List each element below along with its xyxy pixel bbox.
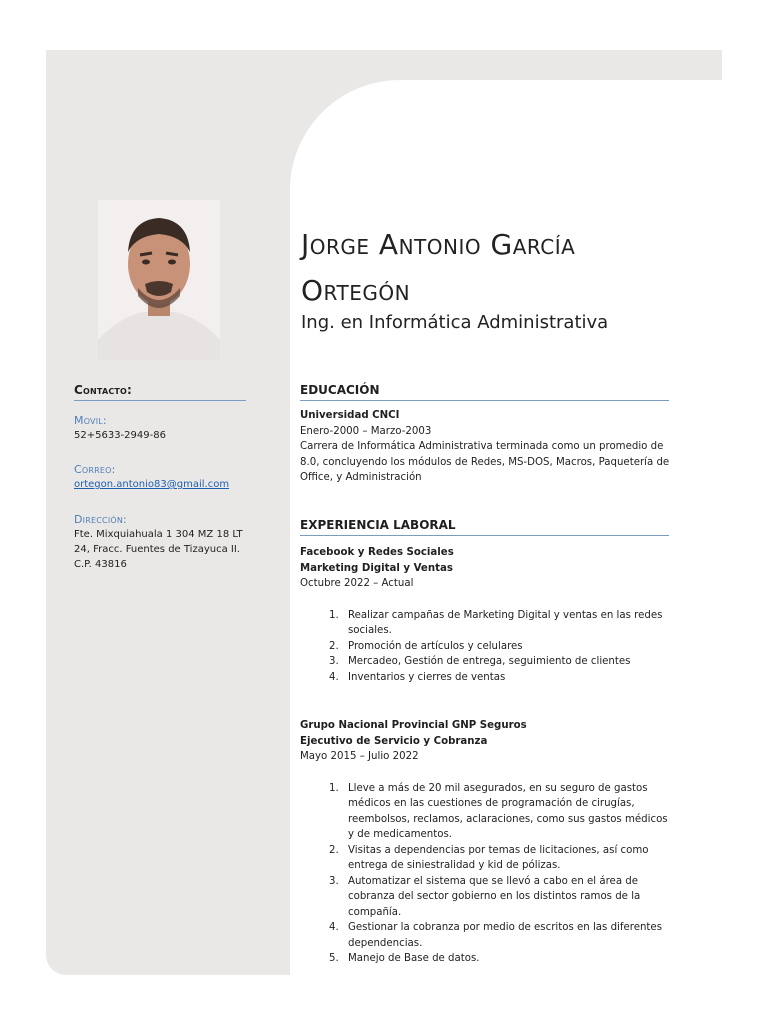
list-item: 1. Lleve a más de 20 mil asegurados, en su seguro de gastos médicos en las cuestiones de programación de cirugías, reembolsos, reclamos, aclaraciones, como sus gastos médicos y de medicamentos.	[342, 781, 670, 843]
mobile-number: 52+5633-2949-86	[74, 430, 166, 441]
school-description: Carrera de Informática Administrativa terminada como un promedio de 8.0, concluyendo los módulos de Redes, MS-DOS, Macros, Paquetería de Office, y Administración	[300, 441, 670, 483]
name-line-1: Jorge Antonio García	[301, 228, 576, 261]
address-label: Dirección:	[74, 513, 127, 526]
job-company: Grupo Nacional Provincial GNP Seguros	[300, 720, 527, 731]
job-title: Ing. en Informática Administrativa	[301, 312, 609, 333]
email-label: Correo:	[74, 463, 116, 476]
education-heading: EDUCACIÓN	[300, 383, 669, 401]
list-item: 2. Promoción de artículos y celulares	[342, 639, 670, 655]
list-item: 3. Automatizar el sistema que se llevó a cabo en el área de cobranza del sector gobierno en los distintos ramos de la compañía.	[342, 874, 670, 921]
job-dates: Octubre 2022 – Actual	[300, 578, 414, 589]
profile-photo	[98, 200, 220, 360]
school-dates: Enero-2000 – Marzo-2003	[300, 425, 432, 437]
list-item: 5. Manejo de Base de datos.	[342, 951, 670, 967]
job-duties-list	[300, 781, 670, 967]
mobile-label: Movil:	[74, 414, 107, 427]
experience-heading: EXPERIENCIA LABORAL	[300, 518, 669, 536]
person-portrait-icon	[98, 200, 220, 360]
job-company: Facebook y Redes Sociales	[300, 547, 454, 558]
job-entry-2	[300, 718, 670, 967]
name-line-2: Ortegón	[301, 274, 411, 307]
job-role: Ejecutivo de Servicio y Cobranza	[300, 735, 488, 747]
job-entry-1	[300, 545, 670, 685]
contact-heading: Contacto:	[74, 383, 246, 401]
list-item: 3. Mercadeo, Gestión de entrega, seguimiento de clientes	[342, 654, 670, 670]
education-entry	[300, 408, 670, 486]
list-item: 1. Realizar campañas de Marketing Digital y ventas en las redes sociales.	[342, 608, 670, 639]
job-duties-list	[300, 608, 670, 686]
job-dates: Mayo 2015 – Julio 2022	[300, 751, 419, 762]
address-text: Fte. Mixquiahuala 1 304 MZ 18 LT 24, Fracc. Fuentes de Tizayuca II. C.P. 43816	[74, 529, 243, 570]
list-item: 4. Inventarios y cierres de ventas	[342, 670, 670, 686]
email-link[interactable]: ortegon.antonio83@gmail.com	[74, 479, 230, 490]
list-item: 4. Gestionar la cobranza por medio de escritos en las diferentes dependencias.	[342, 920, 670, 951]
list-item: 2. Visitas a dependencias por temas de licitaciones, así como entrega de siniestralidad y kid de pólizas.	[342, 843, 670, 874]
job-role: Marketing Digital y Ventas	[300, 562, 453, 574]
school-name: Universidad CNCI	[300, 410, 400, 421]
full-name	[301, 222, 701, 314]
